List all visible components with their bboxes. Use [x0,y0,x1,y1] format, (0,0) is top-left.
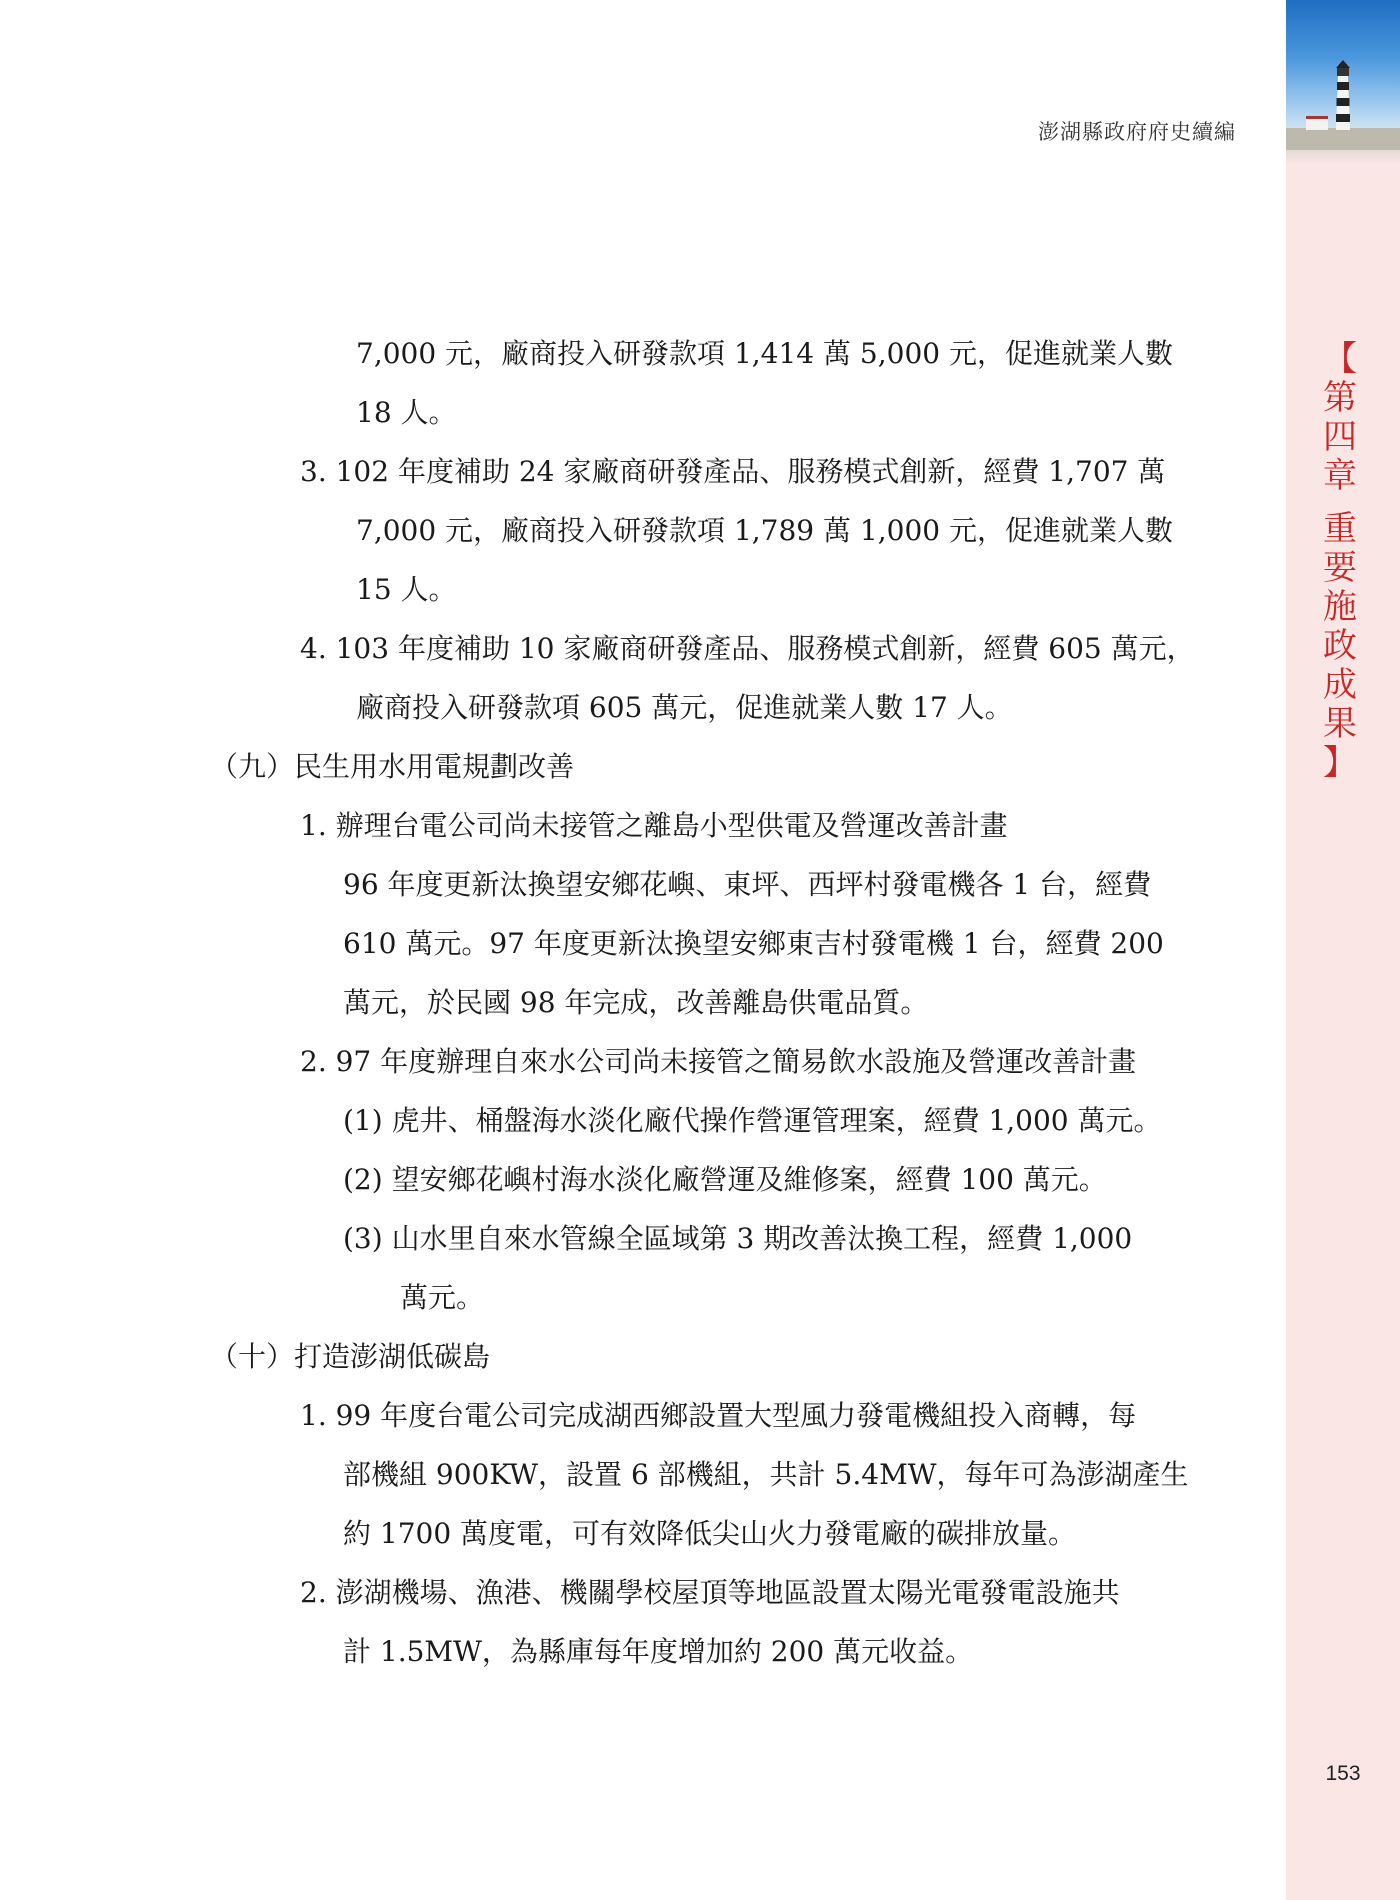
chapter-tab-char: 章 [1323,456,1357,496]
chapter-tab-char: 政 [1323,626,1357,666]
chapter-tab-char: 第 [1323,378,1357,418]
text-line: 610 萬元。97 年度更新汰換望安鄉東吉村發電機 1 台，經費 200 [343,927,1164,960]
text-line: 萬元，於民國 98 年完成，改善離島供電品質。 [343,986,929,1019]
section-heading: （九）民生用水用電規劃改善 [210,750,575,783]
text-line: 部機組 900KW，設置 6 部機組，共計 5.4MW，每年可為澎湖產生 [343,1458,1189,1491]
lighthouse-photo [1286,0,1400,165]
chapter-tab-char: 施 [1323,587,1357,627]
chapter-tab-char: 四 [1323,417,1357,457]
chapter-tab-char: 【 [1323,339,1357,379]
running-header: 澎湖縣政府府史續編 [1038,120,1236,144]
text-line: 7,000 元，廠商投入研發款項 1,414 萬 5,000 元，促進就業人數 [356,337,1173,370]
text-line: 18 人。 [356,396,457,429]
text-line: 7,000 元，廠商投入研發款項 1,789 萬 1,000 元，促進就業人數 [356,514,1173,547]
chapter-tab-char: 成 [1323,665,1357,705]
chapter-tab-char [1310,496,1370,510]
text-line: 15 人。 [356,573,457,606]
chapter-tab-char: 重 [1323,509,1357,549]
list-item: 2. 97 年度辦理自來水公司尚未接管之簡易飲水設施及營運改善計畫 [300,1045,1137,1078]
sub-item: (3) 山水里自來水管線全區域第 3 期改善汰換工程，經費 1,000 [343,1222,1133,1255]
text-line: 萬元。 [400,1281,485,1314]
list-item: 4. 103 年度補助 10 家廠商研發產品、服務模式創新，經費 605 萬元， [300,632,1195,665]
list-item: 1. 99 年度台電公司完成湖西鄉設置大型風力發電機組投入商轉，每 [300,1399,1137,1432]
chapter-tab-char: 果 [1323,704,1357,744]
sub-item: (1) 虎井、桶盤海水淡化廠代操作營運管理案，經費 1,000 萬元。 [343,1104,1162,1137]
chapter-tab [1310,340,1370,783]
list-item: 3. 102 年度補助 24 家廠商研發產品、服務模式創新，經費 1,707 萬 [300,455,1166,488]
chapter-tab-char: 】 [1323,743,1357,783]
section-heading: （十）打造澎湖低碳島 [210,1340,491,1373]
list-item: 1. 辦理台電公司尚未接管之離島小型供電及營運改善計畫 [300,809,1008,842]
lighthouse-icon [1286,0,1400,165]
text-line: 計 1.5MW，為縣庫每年度增加約 200 萬元收益。 [343,1635,974,1668]
text-line: 96 年度更新汰換望安鄉花嶼、東坪、西坪村發電機各 1 台，經費 [343,868,1152,901]
text-line: 約 1700 萬度電，可有效降低尖山火力發電廠的碳排放量。 [343,1517,1077,1550]
list-item: 2. 澎湖機場、漁港、機關學校屋頂等地區設置太陽光電發電設施共 [300,1576,1120,1609]
chapter-side-band [1286,0,1400,1900]
page-number: 153 [1325,1762,1361,1785]
text-line: 廠商投入研發款項 605 萬元，促進就業人數 17 人。 [356,691,1013,724]
sub-item: (2) 望安鄉花嶼村海水淡化廠營運及維修案，經費 100 萬元。 [343,1163,1107,1196]
chapter-tab-char: 要 [1323,548,1357,588]
